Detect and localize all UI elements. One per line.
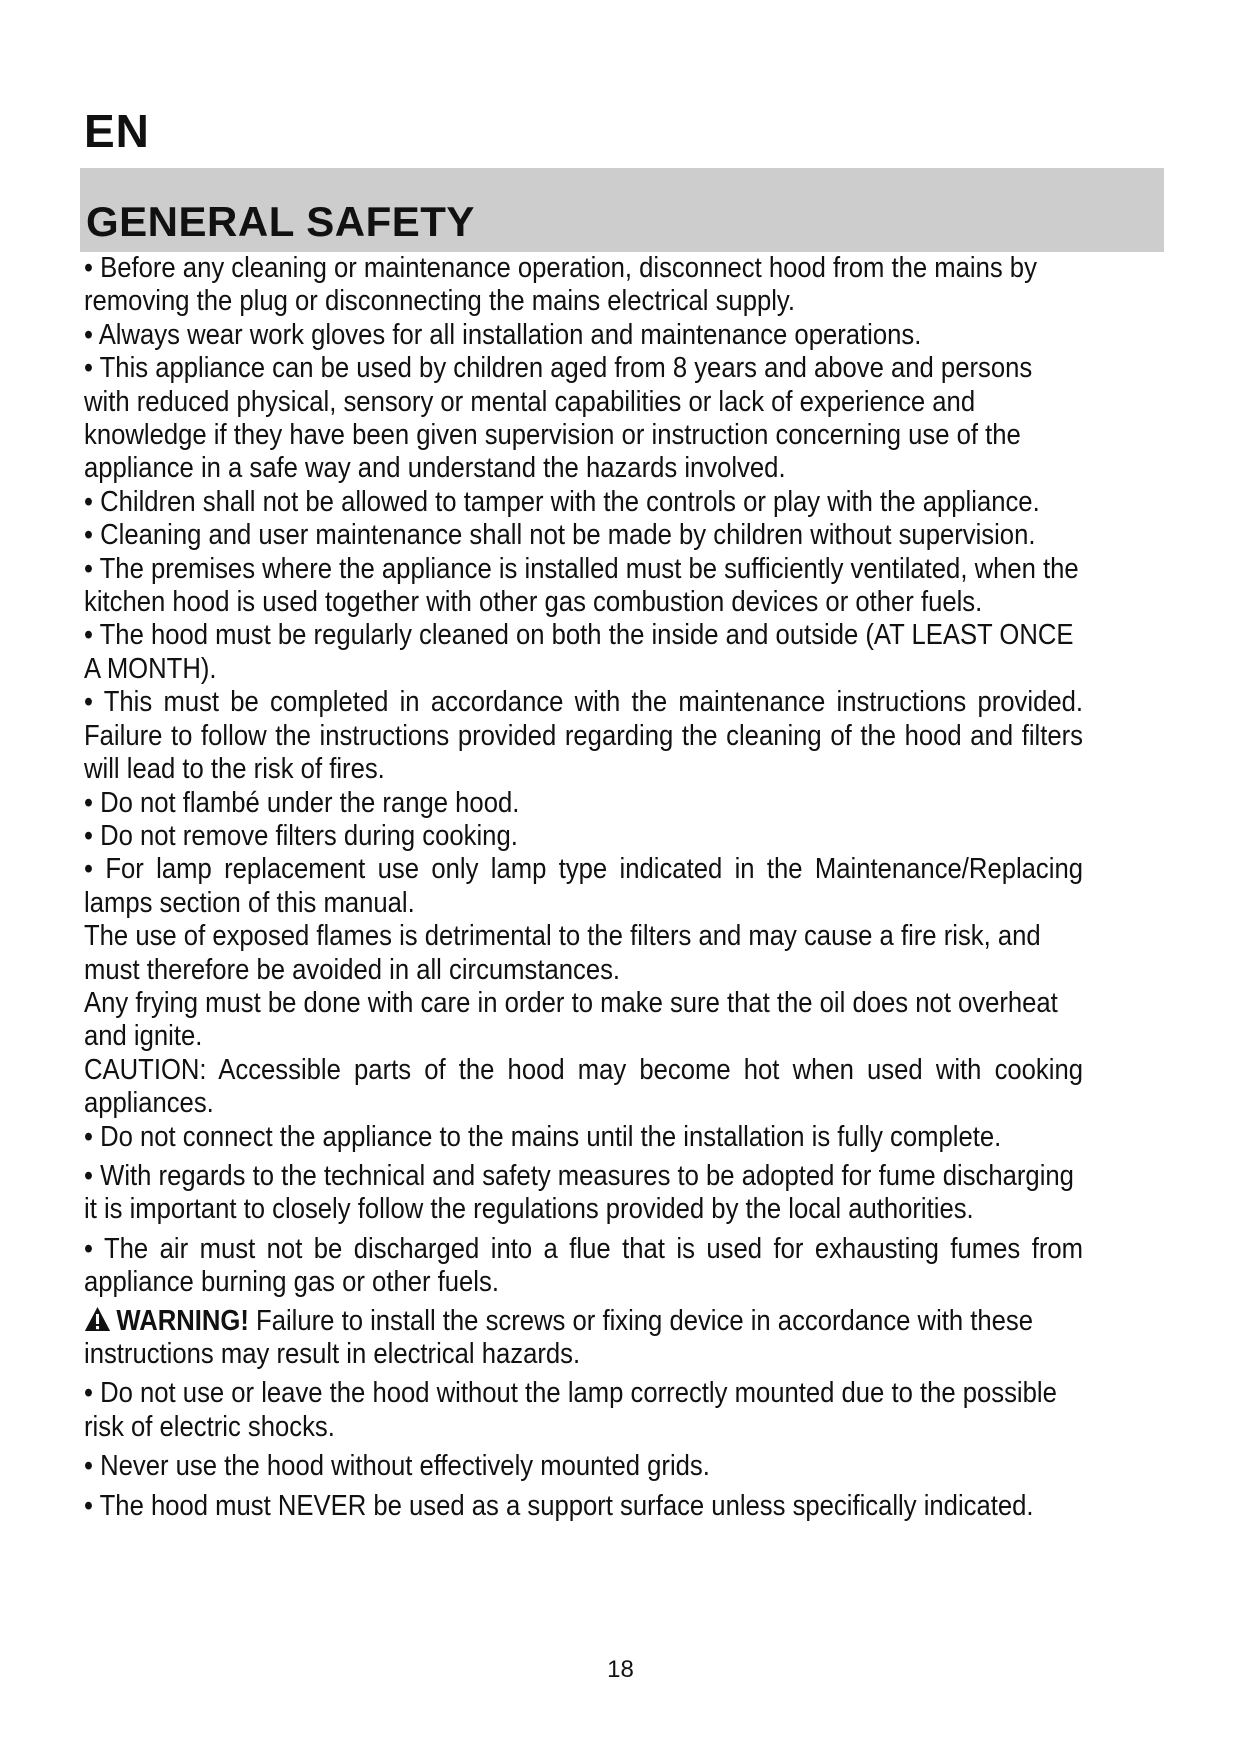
paragraph-fume-regulations: • With regards to the technical and safety measures to be adopted for fume discharging it is important to closely follow the regulations provided by the local authorities. xyxy=(84,1159,1074,1226)
page-number: 18 xyxy=(607,1656,634,1683)
paragraph-caution-hot: CAUTION: Accessible parts of the hood may become hot when used with cooking appliances. xyxy=(84,1053,1083,1120)
warning-text: Failure to install the screws or fixing device in accordance with these instructions may result in electrical hazards. xyxy=(84,1304,1034,1370)
paragraph-children-controls: • Children shall not be allowed to tamper with the controls or play with the appliance. xyxy=(84,485,1040,518)
paragraph-air-discharge: • The air must not be discharged into a flue that is used for exhausting fumes from appliance burning gas or other fuels. xyxy=(84,1232,1083,1299)
paragraph-support-surface: • The hood must NEVER be used as a support surface unless specifically indicated. xyxy=(84,1489,1034,1522)
paragraph-frying: Any frying must be done with care in order to make sure that the oil does not overheat and ignite. xyxy=(84,986,1058,1053)
paragraph-no-flambe: • Do not flambé under the range hood. xyxy=(84,786,520,819)
paragraph-gloves: • Always wear work gloves for all installation and maintenance operations. xyxy=(84,318,922,351)
paragraph-grids: • Never use the hood without effectively mounted grids. xyxy=(84,1450,710,1483)
paragraph-regular-cleaning: • The hood must be regularly cleaned on both the inside and outside (AT LEAST ONCE A MONTH). xyxy=(84,619,1074,685)
warning-label: WARNING! xyxy=(116,1304,249,1337)
warning-paragraph xyxy=(84,1305,1083,1372)
paragraph-connect-mains: • Do not connect the appliance to the mains until the installation is fully complete. xyxy=(84,1120,1002,1153)
paragraph-lamp-replacement: • For lamp replacement use only lamp type indicated in the Maintenance/Replacing lamps section of this manual. xyxy=(84,853,1083,919)
paragraph-filters-cooking: • Do not remove filters during cooking. xyxy=(84,819,518,852)
paragraph-exposed-flames: The use of exposed flames is detrimental to the filters and may cause a fire risk, and must therefore be avoided in all circumstances. xyxy=(84,920,1041,986)
paragraph-maintenance-instructions: • This must be completed in accordance with the maintenance instructions provided. Failure to follow the instructions provided regarding the cleaning of the hood and filters will lead to the risk of fires. xyxy=(84,686,1083,786)
paragraph-cleaning-supervision: • Cleaning and user maintenance shall not be made by children without supervision. xyxy=(84,519,1036,552)
safety-text-body xyxy=(84,252,1083,1523)
paragraph-disconnect: • Before any cleaning or maintenance operation, disconnect hood from the mains by removing the plug or disconnecting the mains electrical supply. xyxy=(84,252,1037,318)
paragraph-children-persons: • This appliance can be used by children aged from 8 years and above and persons with reduced physical, sensory or mental capabilities or lack of experience and knowledge if they have been given supervision or instruction concerning use of the appliance in a safe way and understand the hazards involved. xyxy=(84,352,1033,485)
warning-triangle-icon xyxy=(84,1306,111,1332)
section-title: GENERAL SAFETY xyxy=(86,198,475,245)
paragraph-ventilation: • The premises where the appliance is installed must be sufficiently ventilated, when the kitchen hood is used together with other gas combustion devices or other fuels. xyxy=(84,552,1079,619)
language-code: EN xyxy=(84,105,150,157)
paragraph-lamp-mounted: • Do not use or leave the hood without the lamp correctly mounted due to the possible risk of electric shocks. xyxy=(84,1377,1057,1443)
